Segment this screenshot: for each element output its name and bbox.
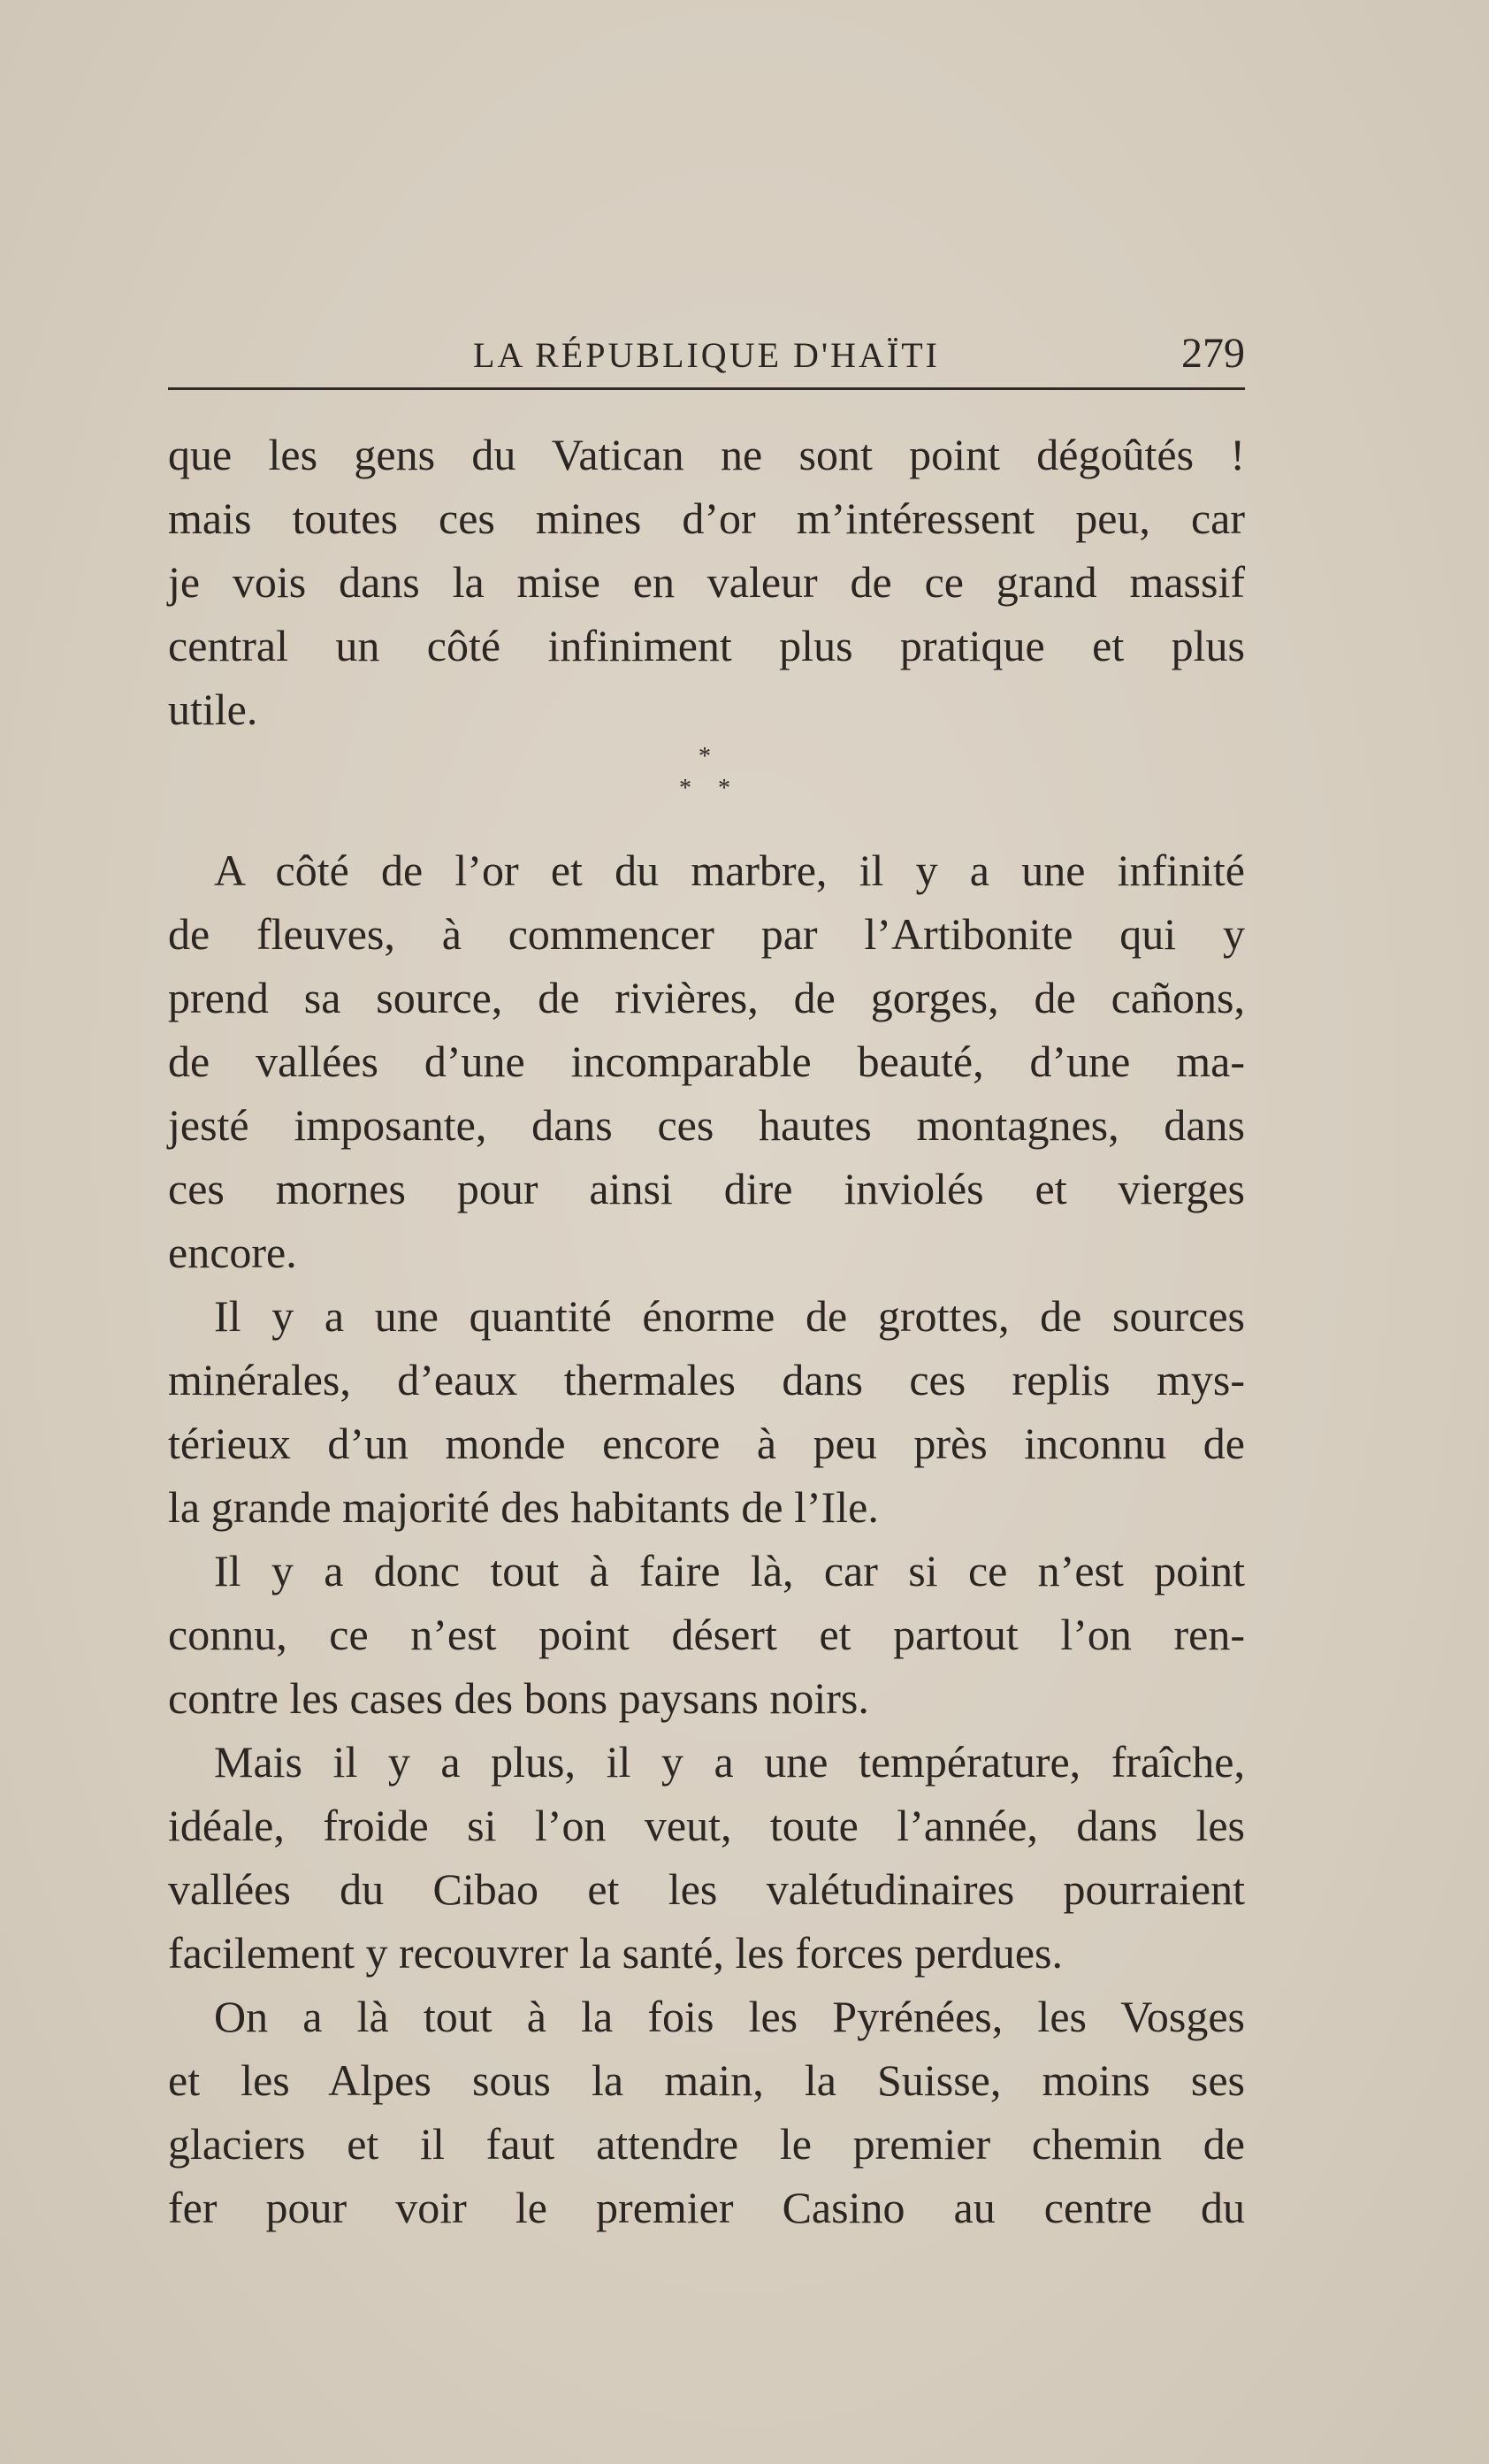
body-text — [168, 423, 1245, 2239]
text-line: prend sa source, de rivières, de gorges, de cañons, — [168, 973, 1245, 1022]
text-line: encore. — [168, 1228, 297, 1277]
text-line: contre les cases des bons paysans noirs. — [168, 1673, 869, 1723]
text-line: jesté imposante, dans ces hautes montagnes, dans — [168, 1100, 1245, 1150]
text-line: Il y a une quantité énorme de grottes, de sources — [214, 1291, 1245, 1341]
text-line: Il y a donc tout à faire là, car si ce n’est point — [214, 1546, 1245, 1595]
text-line: minérales, d’eaux thermales dans ces replis mys- — [168, 1355, 1245, 1404]
text-line: de vallées d’une incomparable beauté, d’une ma- — [168, 1037, 1245, 1086]
text-line: utile. — [168, 685, 258, 734]
text-line: mais toutes ces mines d’or m’intéressent peu, car — [168, 494, 1245, 543]
text-line: vallées du Cibao et les valétudinaires pourraient — [168, 1864, 1245, 1914]
text-line: je vois dans la mise en valeur de ce grand massif — [168, 557, 1245, 607]
asterism-star: * — [679, 775, 691, 802]
text-line: idéale, froide si l’on veut, toute l’année, dans les — [168, 1801, 1245, 1850]
asterism-star: * — [718, 775, 730, 802]
text-line: central un côté infiniment plus pratique et plus — [168, 621, 1245, 670]
text-line: et les Alpes sous la main, la Suisse, moins ses — [168, 2055, 1245, 2105]
running-title: LA RÉPUBLIQUE D'HAÏTI — [473, 335, 940, 375]
text-line: la grande majorité des habitants de l’Ile. — [168, 1482, 879, 1532]
text-line: glaciers et il faut attendre le premier chemin de — [168, 2119, 1245, 2169]
text-line: que les gens du Vatican ne sont point dégoûtés ! — [168, 430, 1245, 479]
asterism-star: * — [699, 743, 711, 770]
running-head — [168, 329, 1245, 390]
page-number: 279 — [1181, 330, 1245, 377]
text-line: térieux d’un monde encore à peu près inconnu de — [168, 1419, 1245, 1468]
text-line: On a là tout à la fois les Pyrénées, les Vosges — [214, 1992, 1245, 2041]
asterism-divider — [168, 741, 1245, 838]
text-line: facilement y recouvrer la santé, les forces perdues. — [168, 1928, 1064, 1978]
text-line: ces mornes pour ainsi dire inviolés et vierges — [168, 1164, 1245, 1213]
text-line: fer pour voir le premier Casino au centre du — [168, 2183, 1245, 2232]
text-line: connu, ce n’est point désert et partout l’on ren- — [168, 1610, 1245, 1659]
text-line: Mais il y a plus, il y a une température, fraîche, — [214, 1737, 1245, 1787]
text-line: de fleuves, à commencer par l’Artibonite qui y — [168, 909, 1245, 959]
text-line: A côté de l’or et du marbre, il y a une infinité — [214, 846, 1245, 895]
